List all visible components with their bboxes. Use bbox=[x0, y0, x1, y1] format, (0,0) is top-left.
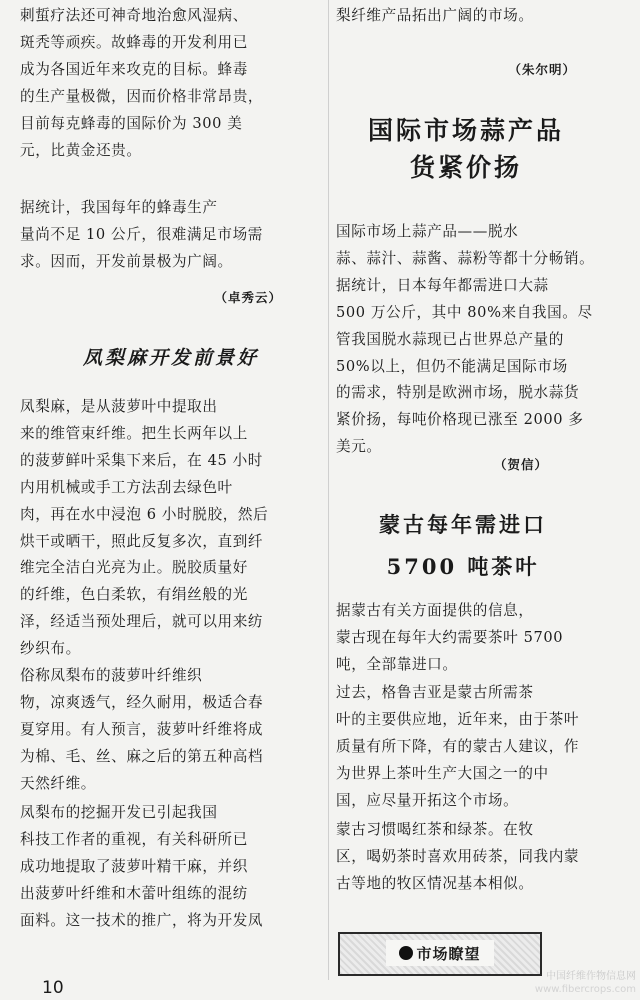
pineapple-fiber-paragraph-1: 凤梨麻，是从菠萝叶中提取出 来的维管束纤维。把生长两年以上 的菠萝鲜叶采集下来后，在 45 小时 内用机械或手工方法刮去绿色叶 肉，再在水中浸泡 6 小时脱胶，然后 烘干或晒干，照此反复多次，直到纤 维完全洁白光亮为止。脱胶质量好 的纤维，色白柔软，有绢丝般的光 泽，经适当预处理后，就可以用来纺 纱织布。 bbox=[20, 398, 269, 658]
mongolia-tea-paragraph-3: 蒙古习惯喝红茶和绿茶。在牧 区，喝奶茶时喜欢用砖茶，同我内蒙 古等地的牧区情况基本相似。 bbox=[336, 821, 580, 892]
bee-venom-paragraph: 据统计，我国每年的蜂毒生产 量尚不足 10 公斤，很难满足市场需 求。因而，开发前景极为广阔。 bbox=[20, 199, 263, 270]
pineapple-fiber-continuation: 梨纤维产品拓出广阔的市场。 bbox=[336, 7, 534, 24]
page-number: 10 bbox=[42, 978, 64, 998]
mongolia-tea-paragraph-1: 据蒙古有关方面提供的信息， 蒙古现在每年大约需要茶叶 5700 吨，全部靠进口。 bbox=[336, 602, 564, 673]
garlic-article-byline: （贺信） bbox=[493, 457, 548, 472]
pineapple-fiber-article-title: 凤梨麻开发前景好 bbox=[82, 347, 259, 369]
mongolia-tea-paragraph-2: 过去，格鲁吉亚是蒙古所需茶 叶的主要供应地，近年来，由于茶叶 质量有所下降，有的蒙古人建议，作 为世界上茶叶生产大国之一的中 国，应尽量开拓这个市场。 bbox=[336, 684, 580, 809]
banner-label-box bbox=[386, 940, 494, 966]
garlic-article-paragraph: 国际市场上蒜产品——脱水 蒜、蒜汁、蒜酱、蒜粉等都十分畅销。 据统计，日本每年都需进口大蒜 500 万公斤，其中 80%来自我国。尽 管我国脱水蒜现已占世界总产量的 50%以上，但仍不能满足国际市场 的需求，特别是欧洲市场，脱水蒜货 紧价扬，每吨价格现已涨至 2000 多 美元。 bbox=[336, 223, 595, 456]
bee-venom-continuation: 刺蜇疗法还可神奇地治愈风湿病、 斑秃等顽疾。故蜂毒的开发利用已 成为各国近年来攻克的目标。蜂毒 的生产量极微，因而价格非常昂贵， 目前每克蜂毒的国际价为 300 美 元，比黄金还贵。 bbox=[20, 7, 264, 159]
market-outlook-section-banner bbox=[338, 932, 542, 976]
site-watermark bbox=[532, 970, 636, 996]
mongolia-tea-article-title: 蒙古每年需进口 5700 吨茶叶 bbox=[379, 512, 547, 579]
pineapple-fiber-paragraph-3: 凤梨布的挖掘开发已引起我国 科技工作者的重视，有关科研所已 成功地提取了菠萝叶精干麻，并织 出菠萝叶纤维和木蕾叶组练的混纺 面料。这一技术的推广，将为开发凤 bbox=[20, 804, 264, 929]
pineapple-fiber-paragraph-2: 俗称凤梨布的菠萝叶纤维织 物，凉爽透气，经久耐用，极适合春 夏穿用。有人预言，菠萝叶纤维将成 为棉、毛、丝、麻之后的第五种高档 天然纤维。 bbox=[20, 667, 264, 792]
watermark-site-name: 中国纤维作物信息网 bbox=[546, 971, 636, 982]
section-banner-label: 市场瞭望 bbox=[416, 944, 481, 963]
watermark-url: www.fibercrops.com bbox=[534, 984, 636, 995]
garlic-article-title: 国际市场蒜产品 货紧价扬 bbox=[367, 116, 564, 182]
pineapple-fiber-byline: （朱尔明） bbox=[508, 62, 576, 77]
bee-venom-byline: （卓秀云） bbox=[214, 290, 282, 305]
filled-circle-bullet-icon bbox=[399, 946, 413, 960]
column-divider bbox=[328, 0, 329, 980]
